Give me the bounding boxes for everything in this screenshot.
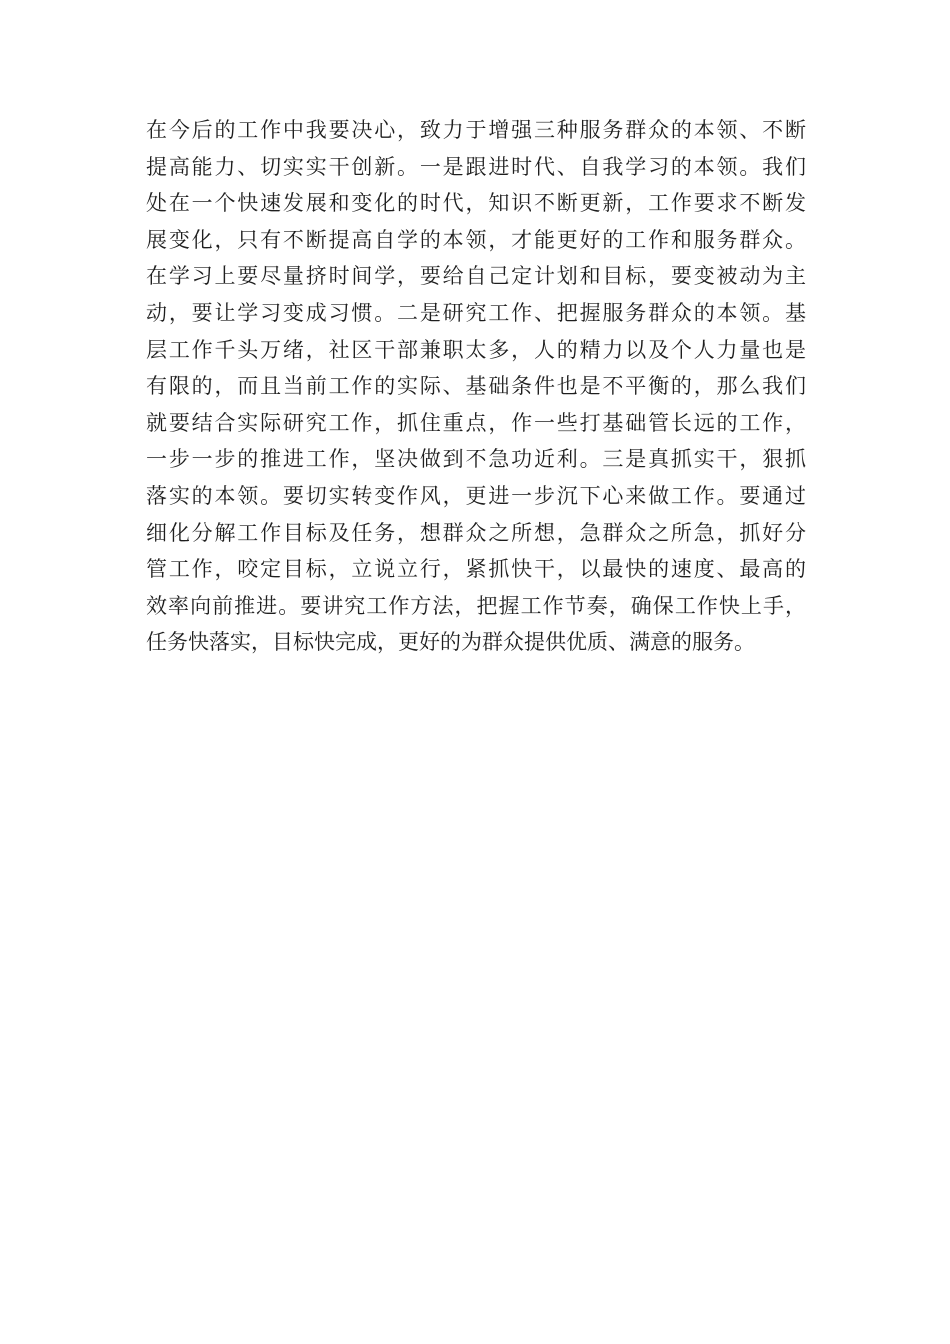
text-line: 提高能力、切实实干创新。一是跟进时代、自我学习的本领。我们	[146, 154, 806, 179]
text-line: 展变化，只有不断提高自学的本领，才能更好的工作和服务群众。	[146, 227, 806, 252]
text-line: 就要结合实际研究工作，抓住重点，作一些打基础管长远的工作，	[146, 410, 806, 435]
text-line: 层工作千头万绪，社区干部兼职太多，人的精力以及个人力量也是	[146, 337, 806, 362]
text-line: 管工作，咬定目标，立说立行，紧抓快干，以最快的速度、最高的	[146, 557, 806, 582]
text-line: 在学习上要尽量挤时间学，要给自己定计划和目标，要变被动为主	[146, 264, 806, 289]
text-line: 任务快落实，目标快完成，更好的为群众提供优质、满意的服务。	[146, 630, 755, 655]
text-line: 处在一个快速发展和变化的时代，知识不断更新，工作要求不断发	[146, 191, 806, 216]
text-line: 有限的，而且当前工作的实际、基础条件也是不平衡的，那么我们	[146, 374, 806, 399]
body-paragraph	[146, 112, 806, 661]
text-line: 落实的本领。要切实转变作风，更进一步沉下心来做工作。要通过	[146, 483, 806, 508]
text-line: 动，要让学习变成习惯。二是研究工作、把握服务群众的本领。基	[146, 300, 806, 325]
text-line: 效率向前推进。要讲究工作方法，把握工作节奏，确保工作快上手，	[146, 593, 806, 618]
text-line: 细化分解工作目标及任务，想群众之所想，急群众之所急，抓好分	[146, 520, 806, 545]
text-line: 一步一步的推进工作，坚决做到不急功近利。三是真抓实干，狠抓	[146, 447, 806, 472]
text-line: 在今后的工作中我要决心，致力于增强三种服务群众的本领、不断	[146, 118, 806, 142]
